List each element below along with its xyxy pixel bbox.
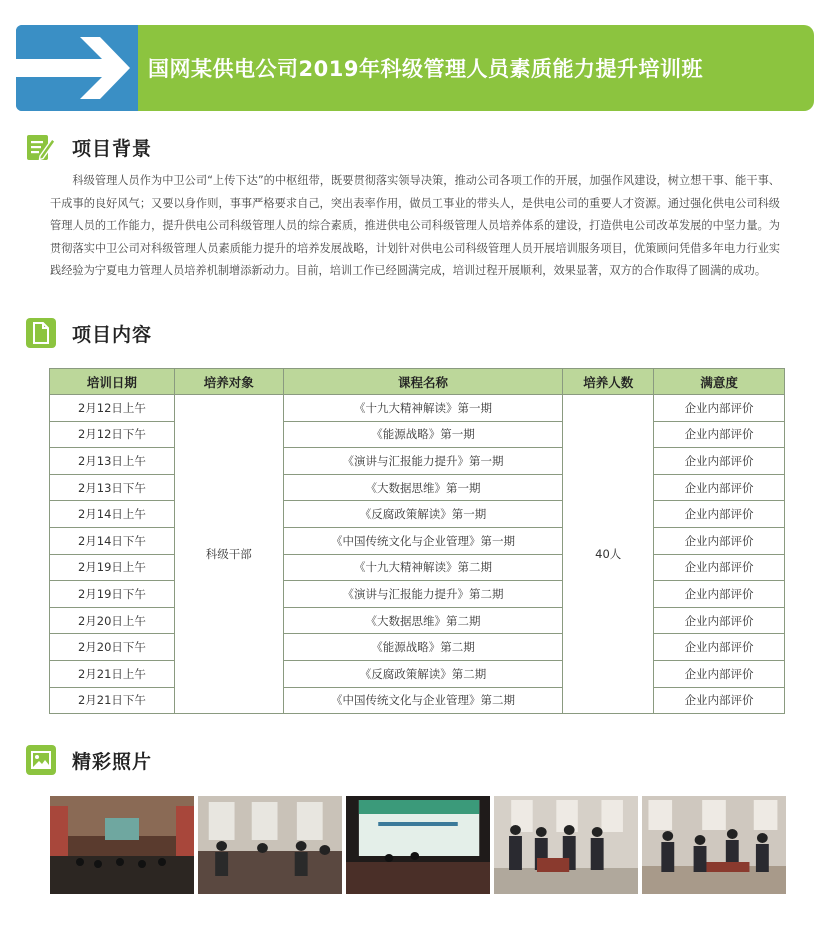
photo-gallery bbox=[50, 796, 786, 894]
table-header-row bbox=[50, 369, 785, 395]
cell-satisfaction: 企业内部评价 bbox=[654, 448, 785, 475]
table-row bbox=[50, 687, 785, 714]
cell-course: 《大数据思维》第二期 bbox=[283, 607, 563, 634]
cell-course: 《反腐政策解读》第二期 bbox=[283, 660, 563, 687]
section-content-heading bbox=[26, 318, 152, 348]
table-row bbox=[50, 448, 785, 475]
cell-date: 2月20日上午 bbox=[50, 607, 175, 634]
file-icon bbox=[26, 318, 56, 348]
section-background-heading bbox=[26, 132, 152, 162]
edit-document-icon bbox=[26, 132, 56, 162]
cell-target: 科级干部 bbox=[174, 395, 283, 714]
workshop-photo bbox=[642, 796, 786, 894]
cell-date: 2月21日上午 bbox=[50, 660, 175, 687]
cell-course: 《中国传统文化与企业管理》第二期 bbox=[283, 687, 563, 714]
cell-course: 《中国传统文化与企业管理》第一期 bbox=[283, 527, 563, 554]
table-row bbox=[50, 501, 785, 528]
cell-date: 2月19日下午 bbox=[50, 581, 175, 608]
column-header-target: 培养对象 bbox=[174, 369, 283, 395]
cell-date: 2月14日下午 bbox=[50, 527, 175, 554]
cell-satisfaction: 企业内部评价 bbox=[654, 474, 785, 501]
column-header-count: 培养人数 bbox=[563, 369, 654, 395]
cell-satisfaction: 企业内部评价 bbox=[654, 634, 785, 661]
background-paragraph: 科级管理人员作为中卫公司“上传下达”的中枢纽带，既要贯彻落实领导决策，推动公司各项工作的开展，加强作风建设，树立想干事、能干事、干成事的良好风气；又要以身作则，事事严格要求自己，突出表率作用，做员工事业的带头人，是供电公司的重要人才资源。通过强化供电公司科级管理人员的工作能力，提升供电公司科级管理人员的综合素质，推进供电公司科级管理人员培养体系的建设，打造供电公司改革发展的中坚力量。为贯彻落实中卫公司对科级管理人员素质能力提升的培养发展战略，计划针对供电公司科级管理人员开展培训服务项目，优策顾问凭借多年电力行业实践经验为宁夏电力管理人员培养机制增添新动力。目前，培训工作已经圆满完成，培训过程开展顺利，效果显著，双方的合作取得了圆满的成功。 bbox=[50, 174, 780, 277]
cell-course: 《演讲与汇报能力提升》第二期 bbox=[283, 581, 563, 608]
cell-date: 2月14日上午 bbox=[50, 501, 175, 528]
table-row bbox=[50, 421, 785, 448]
cell-course: 《大数据思维》第一期 bbox=[283, 474, 563, 501]
group-standing-photo bbox=[494, 796, 638, 894]
training-schedule-table bbox=[49, 368, 785, 714]
cell-satisfaction: 企业内部评价 bbox=[654, 395, 785, 422]
cell-date: 2月12日上午 bbox=[50, 395, 175, 422]
cell-date: 2月13日下午 bbox=[50, 474, 175, 501]
section-photos-heading bbox=[26, 745, 152, 775]
table-row bbox=[50, 395, 785, 422]
cell-count: 40人 bbox=[563, 395, 654, 714]
column-header-date: 培训日期 bbox=[50, 369, 175, 395]
cell-satisfaction: 企业内部评价 bbox=[654, 607, 785, 634]
banner-title-bar bbox=[138, 25, 814, 111]
cell-course: 《反腐政策解读》第一期 bbox=[283, 501, 563, 528]
section-title: 项目内容 bbox=[72, 323, 153, 346]
table-row bbox=[50, 581, 785, 608]
section-title: 精彩照片 bbox=[72, 750, 153, 773]
group-discussion-photo bbox=[198, 796, 342, 894]
cell-satisfaction: 企业内部评价 bbox=[654, 581, 785, 608]
table-row bbox=[50, 660, 785, 687]
cell-satisfaction: 企业内部评价 bbox=[654, 687, 785, 714]
cell-date: 2月20日下午 bbox=[50, 634, 175, 661]
cell-date: 2月12日下午 bbox=[50, 421, 175, 448]
cell-course: 《十九大精神解读》第一期 bbox=[283, 395, 563, 422]
cell-date: 2月19日上午 bbox=[50, 554, 175, 581]
cell-satisfaction: 企业内部评价 bbox=[654, 421, 785, 448]
section-title: 项目背景 bbox=[72, 137, 153, 160]
lecture-hall-photo bbox=[50, 796, 194, 894]
cell-satisfaction: 企业内部评价 bbox=[654, 527, 785, 554]
cell-satisfaction: 企业内部评价 bbox=[654, 554, 785, 581]
table-row bbox=[50, 527, 785, 554]
table-row bbox=[50, 634, 785, 661]
column-header-satisfaction: 满意度 bbox=[654, 369, 785, 395]
cell-course: 《能源战略》第一期 bbox=[283, 421, 563, 448]
presentation-screen-photo bbox=[346, 796, 490, 894]
table-row bbox=[50, 607, 785, 634]
table-row bbox=[50, 554, 785, 581]
table-row bbox=[50, 474, 785, 501]
cell-course: 《演讲与汇报能力提升》第一期 bbox=[283, 448, 563, 475]
column-header-course: 课程名称 bbox=[283, 369, 563, 395]
cell-course: 《能源战略》第二期 bbox=[283, 634, 563, 661]
image-icon bbox=[26, 745, 56, 775]
cell-satisfaction: 企业内部评价 bbox=[654, 501, 785, 528]
header-banner bbox=[16, 25, 814, 111]
cell-satisfaction: 企业内部评价 bbox=[654, 660, 785, 687]
page-title: 国网某供电公司2019年科级管理人员素质能力提升培训班 bbox=[148, 57, 703, 81]
cell-date: 2月13日上午 bbox=[50, 448, 175, 475]
cell-date: 2月21日下午 bbox=[50, 687, 175, 714]
arrow-icon bbox=[16, 25, 138, 111]
cell-course: 《十九大精神解读》第二期 bbox=[283, 554, 563, 581]
